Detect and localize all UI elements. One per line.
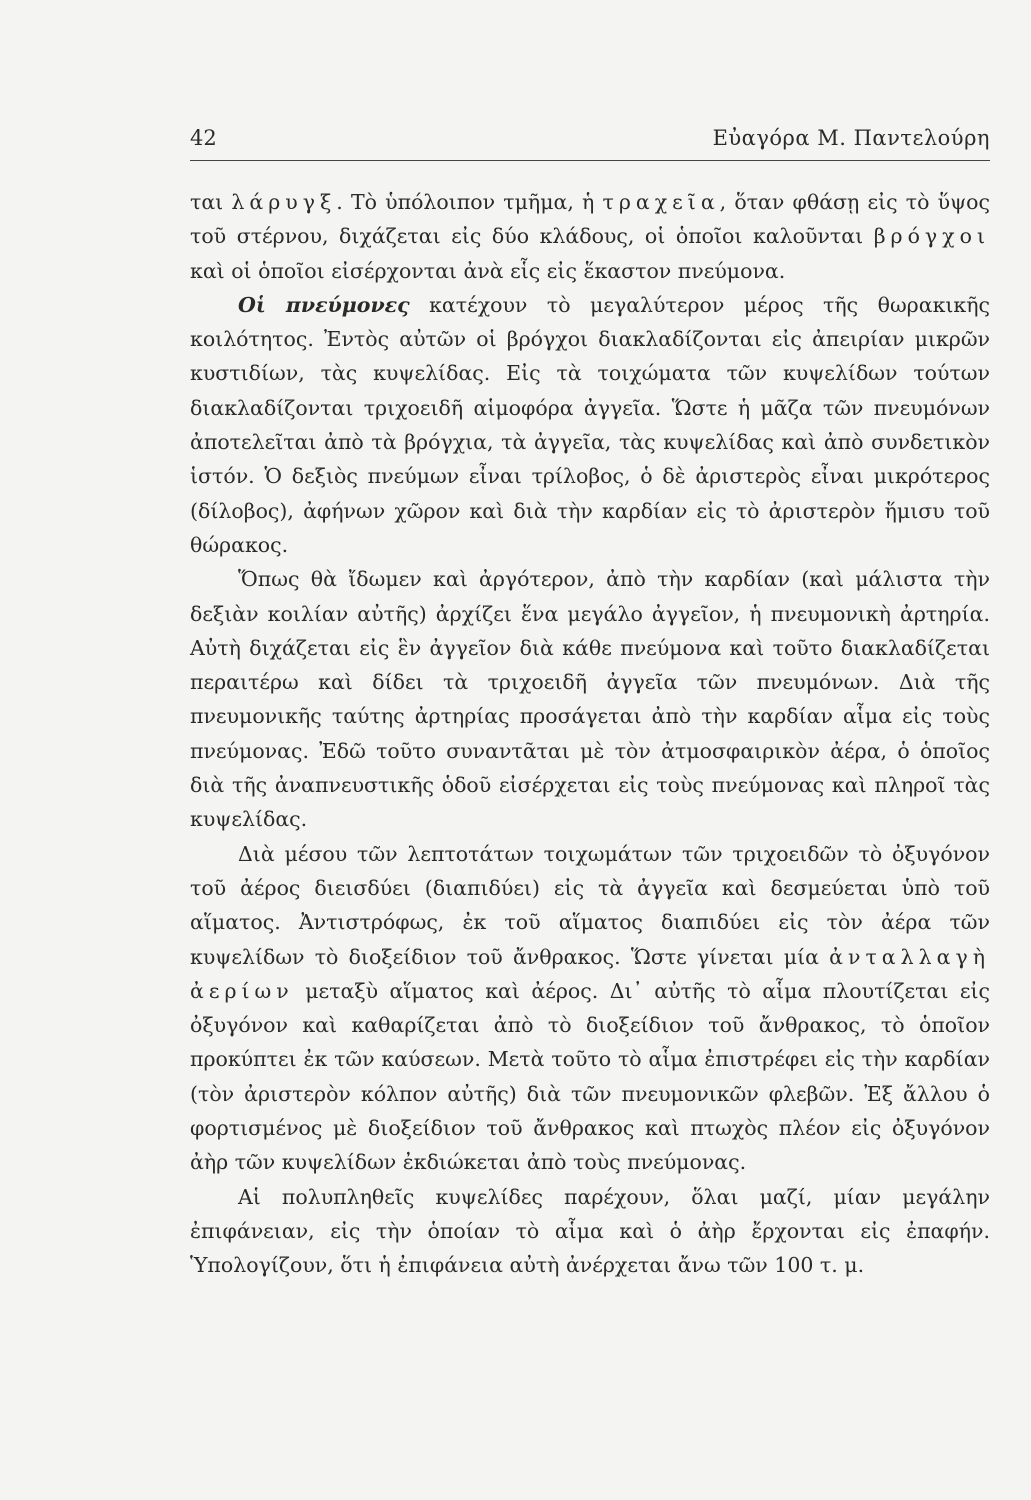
spaced-term: τραχεῖα <box>602 190 720 214</box>
page-number: 42 <box>190 126 217 150</box>
paragraph <box>190 1180 990 1283</box>
paragraph <box>190 837 990 1180</box>
body-text <box>190 185 990 1283</box>
text-run: , ὅταν φθάσῃ εἰς τὸ ὕψος τοῦ στέρνου, διχάζεται εἰς δύο κλάδους, οἱ ὁποῖοι καλοῦνται <box>190 190 990 249</box>
text-run: ται <box>190 190 232 214</box>
spaced-term: ἀνταλλαγὴ ἀερίων <box>190 944 990 1003</box>
text-run: καὶ οἱ ὁποῖοι εἰσέρχονται ἀνὰ εἷς εἰς ἕκαστον πνεύμονα. <box>190 258 786 283</box>
paragraph <box>190 562 990 836</box>
text-run: μεταξὺ αἵματος καὶ ἀέρος. Δι᾽ αὐτῆς τὸ αἷμα πλουτίζεται εἰς ὀξυγόνον καὶ καθαρίζεται ἀπὸ τὸ διοξείδιον τοῦ ἄνθρακος, τὸ ὁποῖον προκύπτει ἐκ τῶν καύσεων. Μετὰ τοῦτο τὸ αἷμα ἐπιστρέφει εἰς τὴν καρδίαν (τὸν ἀριστερὸν κόλπον αὐτῆς) διὰ τῶν πνευμονικῶν φλεβῶν. Ἐξ ἄλλου ὁ φορτισμένος μὲ διοξείδιον τοῦ ἄνθρακος καὶ πτωχὸς πλέον εἰς ὀξυγόνον ἀὴρ τῶν κυψελίδων ἐκδιώκεται ἀπὸ τοὺς πνεύμονας. <box>190 978 990 1175</box>
text-run: Διὰ μέσου τῶν λεπτοτάτων τοιχωμάτων τῶν τριχοειδῶν τὸ ὀξυγόνον τοῦ ἀέρος διεισδύει (διαπιδύει) εἰς τὰ ἀγγεῖα καὶ δεσμεύεται ὑπὸ τοῦ αἵματος. Ἀντιστρόφως, ἐκ τοῦ αἵματος διαπιδύει εἰς τὸν ἀέρα τῶν κυψελίδων τὸ διοξείδιον τοῦ ἄνθρακος. Ὥστε γίνεται μία <box>190 841 990 969</box>
spaced-term: βρόγχοι <box>873 224 990 249</box>
text-run: Ὅπως θὰ ἴδωμεν καὶ ἀργότερον, ἀπὸ τὴν καρδίαν (καὶ μάλιστα τὴν δεξιὰν κοιλίαν αὐτῆς) ἀρχίζει ἕνα μεγάλο ἀγγεῖον, ἡ πνευμονικὴ ἀρτηρία. Αὐτὴ διχάζεται εἰς ἓν ἀγγεῖον διὰ κάθε πνεύμονα καὶ τοῦτο διακλαδίζεται περαιτέρω καὶ δίδει τὰ τριχοειδῆ ἀγγεῖα τῶν πνευμόνων. Διὰ τῆς πνευμονικῆς ταύτης ἀρτηρίας προσάγεται ἀπὸ τὴν καρδίαν αἷμα εἰς τοὺς πνεύμονας. Ἐδῶ τοῦτο συναντᾶται μὲ τὸν ἀτμοσφαιρικὸν ἀέρα, ὁ ὁποῖος διὰ τῆς ἀναπνευστικῆς ὁδοῦ εἰσέρχεται εἰς τοὺς πνεύμονας καὶ πληροῖ τὰς κυψελίδας. <box>190 567 990 832</box>
text-run: Αἱ πολυπληθεῖς κυψελίδες παρέχουν, ὅλαι μαζί, μίαν μεγάλην ἐπιφάνειαν, εἰς τὴν ὁποίαν τὸ αἷμα καὶ ὁ ἀὴρ ἔρχονται εἰς ἐπαφήν. Ὑπολογίζουν, ὅτι ἡ ἐπιφάνεια αὐτὴ ἀνέρχεται ἄνω τῶν 100 τ. μ. <box>190 1184 990 1278</box>
text-run: . Τὸ ὑπόλοιπον τμῆμα, ἡ <box>336 190 603 214</box>
bold-italic-term: Οἱ πνεύμονες <box>238 292 410 317</box>
spaced-term: λάρυγξ <box>231 190 337 214</box>
running-head: Εὐαγόρα Μ. Παντελούρη <box>712 126 990 150</box>
page-header <box>190 126 990 161</box>
text-run: κατέχουν τὸ μεγαλύτερον μέρος τῆς θωρακικῆς κοιλότητος. Ἐντὸς αὐτῶν οἱ βρόγχοι διακλαδίζονται εἰς ἀπειρίαν μικρῶν κυστιδίων, τὰς κυψελίδας. Εἰς τὰ τοιχώματα τῶν κυψελίδων τούτων διακλαδίζονται τριχοειδῆ αἱμοφόρα ἀγγεῖα. Ὥστε ἡ μᾶζα τῶν πνευμόνων ἀποτελεῖται ἀπὸ τὰ βρόγχια, τὰ ἀγγεῖα, τὰς κυψελίδας καὶ ἀπὸ συνδετικὸν ἱστόν. Ὁ δεξιὸς πνεύμων εἶναι τρίλοβος, ὁ δὲ ἀριστερὸς εἶναι μικρότερος (δίλοβος), ἀφήνων χῶρον καὶ διὰ τὴν καρδίαν εἰς τὸ ἀριστερὸν ἥμισυ τοῦ θώρακος. <box>190 292 990 557</box>
paragraph <box>190 288 990 562</box>
paragraph <box>190 185 990 288</box>
